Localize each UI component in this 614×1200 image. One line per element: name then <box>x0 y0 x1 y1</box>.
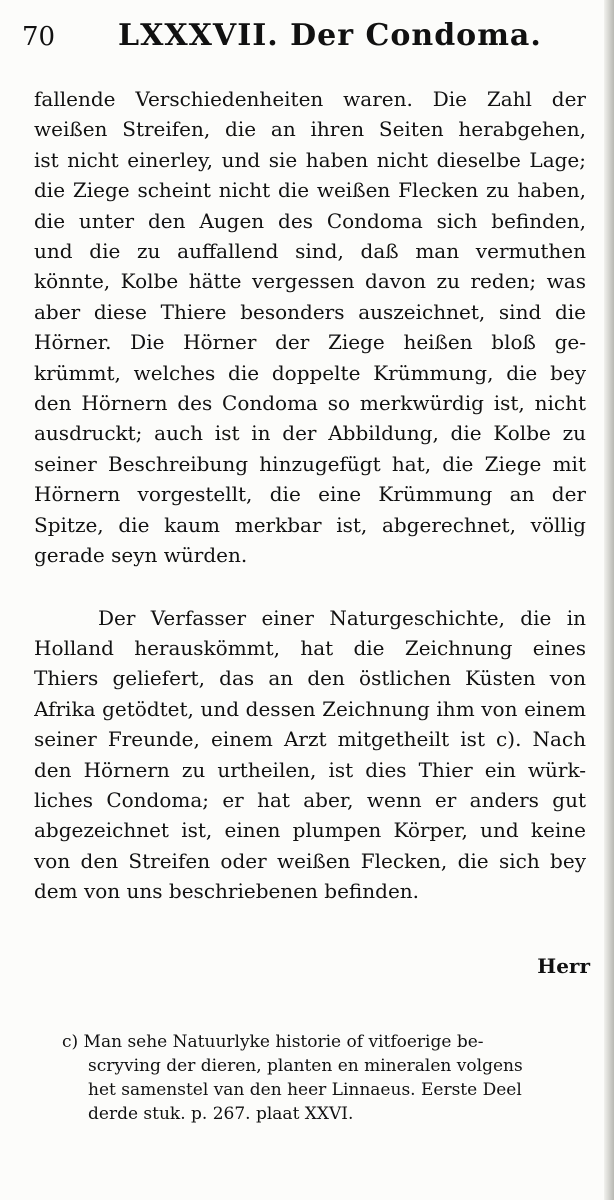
text-line: dem von uns beschriebenen befinden. <box>34 879 420 904</box>
page-edge-shadow <box>604 0 614 1200</box>
paragraph-1 <box>34 84 586 571</box>
text-line: Der Verfasser einer Naturgeschichte, die in <box>98 605 586 630</box>
text-line: Hörner. Die Hörner der Ziege heißen bloß ge- <box>34 330 586 355</box>
text-line: gerade seyn würden. <box>34 543 248 568</box>
text-line: und die zu auffallend sind, daß man vermuthen <box>34 239 586 264</box>
footnote-line: derde stuk. p. 267. plaat XXVI. <box>88 1104 354 1124</box>
footnote <box>62 1030 590 1126</box>
text-line: liches Condoma; er hat aber, wenn er anders gut <box>34 787 586 812</box>
text-line: den Hörnern zu urtheilen, ist dies Thier ein würk- <box>34 757 586 782</box>
text-line: abgezeichnet ist, einen plumpen Körper, und keine <box>34 818 586 843</box>
footnote-line: c) Man sehe Natuurlyke historie of vitfoerige be- <box>62 1032 484 1052</box>
page-number: 70 <box>22 22 56 52</box>
paragraph-2 <box>34 603 586 907</box>
text-line: seiner Freunde, einem Arzt mitgetheilt ist c). Nach <box>34 727 586 752</box>
text-line: ausdruckt; auch ist in der Abbildung, die Kolbe zu <box>34 421 586 446</box>
running-title: LXXXVII. Der Condoma. <box>118 18 542 53</box>
catchword: Herr <box>537 954 590 978</box>
footnote-line: scryving der dieren, planten en mineralen volgens <box>88 1056 523 1076</box>
text-line: die Ziege scheint nicht die weißen Flecken zu haben, <box>34 178 586 203</box>
text-line: aber diese Thiere besonders auszeichnet, sind die <box>34 299 586 324</box>
text-line: Afrika getödtet, und dessen Zeichnung ihm von einem <box>34 696 586 721</box>
body-text <box>34 84 586 907</box>
text-line: Spitze, die kaum merkbar ist, abgerechnet, völlig <box>34 512 586 537</box>
text-line: seiner Beschreibung hinzugefügt hat, die Ziege mit <box>34 451 586 476</box>
text-line: ist nicht einerley, und sie haben nicht dieselbe Lage; <box>34 147 586 172</box>
text-line: Hörnern vorgestellt, die eine Krümmung an der <box>34 482 586 507</box>
text-line: könnte, Kolbe hätte vergessen davon zu reden; was <box>34 269 586 294</box>
text-line: krümmt, welches die doppelte Krümmung, die bey <box>34 360 586 385</box>
text-line: die unter den Augen des Condoma sich befinden, <box>34 208 586 233</box>
text-line: weißen Streifen, die an ihren Seiten herabgehen, <box>34 117 586 142</box>
text-line: den Hörnern des Condoma so merkwürdig ist, nicht <box>34 391 586 416</box>
text-line: von den Streifen oder weißen Flecken, die sich bey <box>34 848 586 873</box>
text-line: Holland herauskömmt, hat die Zeichnung eines <box>34 635 586 660</box>
text-line: fallende Verschiedenheiten waren. Die Zahl der <box>34 87 586 111</box>
running-header <box>22 14 602 58</box>
text-line: Thiers geliefert, das an den östlichen Küsten von <box>34 666 586 691</box>
footnote-line: het samenstel van den heer Linnaeus. Eerste Deel <box>88 1080 522 1100</box>
